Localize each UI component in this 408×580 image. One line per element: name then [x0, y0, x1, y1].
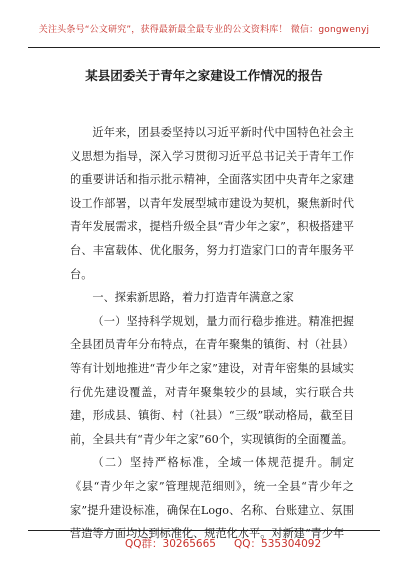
qq-contact-text: QQ：535304092: [234, 538, 322, 550]
section-heading: 一、探索新思路，着力打造青年满意之家: [92, 291, 294, 305]
paragraph-intro: 近年来，团县委坚持以习近平新时代中国特色社会主义思想为指导，深入学习贯彻习近平总书记关于青年工作的重要讲话和指示批示精神，全面落实团中央青年之家建设工作部署，以青年发展型城市建设为契机，聚焦新时代青年发展需求，提档升级全县“青少年之家”，积极搭建平台、丰富载体、优化服务，努力打造家门口的青年服务平台。: [70, 126, 354, 281]
footer-divider: [28, 530, 380, 531]
document-title: 某县团委关于青年之家建设工作情况的报告: [85, 68, 323, 83]
qq-group-text: QQ群：30265665: [125, 538, 216, 550]
paragraph-item-2: （二）坚持严格标准，全域一体规范提升。制定《县“青少年之家”管理规范细则》，统一全县“青少年之家”提升建设标准，确保在Logo、名称、台账建立、氛围营造等方面均达到标准化、规范化水平。对新建“青少年: [70, 456, 354, 541]
header-divider: [28, 47, 380, 48]
document-body: [70, 121, 354, 546]
paragraph-item-1: （一）坚持科学规划，量力而行稳步推进。精准把握全县团员青年分布特点，在青年聚集的镇街、村（社县）等有计划地推进“青少年之家”建设，对青年密集的县域实行优先建设覆盖，对青年聚集较少的县域，实行联合共建，形成县、镇街、村（社县）“三级”联动格局，截至目前，全县共有“青少年之家”60个，实现镇街的全面覆盖。: [70, 314, 354, 446]
header-banner: 关注头条号“公文研究”，获得最新最全最专业的公文资料库！ 微信：gongwenyj: [38, 25, 370, 35]
